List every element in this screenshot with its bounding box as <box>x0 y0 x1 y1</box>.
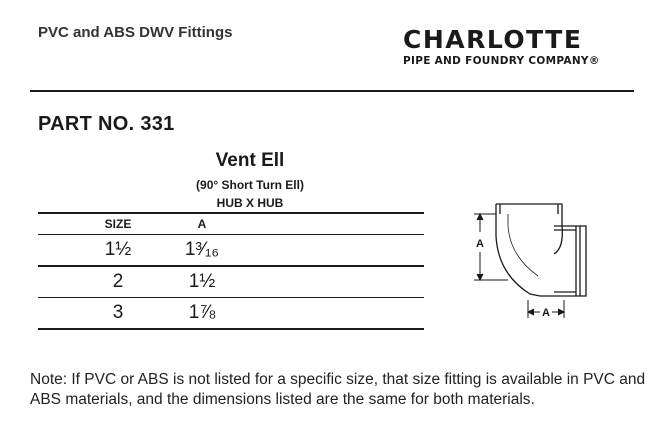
dimension-label-vertical: A <box>476 238 484 250</box>
logo-brand-subtitle: PIPE AND FOUNDRY COMPANY® <box>403 55 600 67</box>
cell-size: 2 <box>112 270 124 292</box>
cell-a: 1³⁄₁₆ <box>184 239 220 260</box>
column-header-size: SIZE <box>104 216 132 231</box>
column-header-a: A <box>197 216 207 231</box>
product-name: Vent Ell <box>215 150 285 171</box>
table-row <box>38 235 424 265</box>
product-description: (90° Short Turn Ell) <box>196 178 304 192</box>
logo-brand-name: CHARLOTTE <box>403 25 583 54</box>
cell-a: 1⅞ <box>188 302 216 323</box>
header-divider <box>30 90 634 92</box>
page-header-title: PVC and ABS DWV Fittings <box>38 24 233 41</box>
cell-size: 1½ <box>104 239 132 260</box>
dimension-label-horizontal: A <box>542 307 550 319</box>
charlotte-logo <box>403 26 631 67</box>
table-row <box>38 267 424 297</box>
dimension-table <box>38 212 424 330</box>
part-number: PART NO. 331 <box>38 113 175 135</box>
table-header-row <box>38 214 424 234</box>
vent-ell-diagram <box>468 196 598 326</box>
cell-size: 3 <box>112 302 124 323</box>
product-connection: HUB X HUB <box>216 196 284 210</box>
footnote: Note: If PVC or ABS is not listed for a specific size, that size fitting is available in PVC and ABS materials, and the dimensions listed are the same for both materials. <box>30 371 646 408</box>
cell-a: 1½ <box>188 270 216 292</box>
table-bottom-rule <box>38 328 424 330</box>
table-row <box>38 298 424 328</box>
